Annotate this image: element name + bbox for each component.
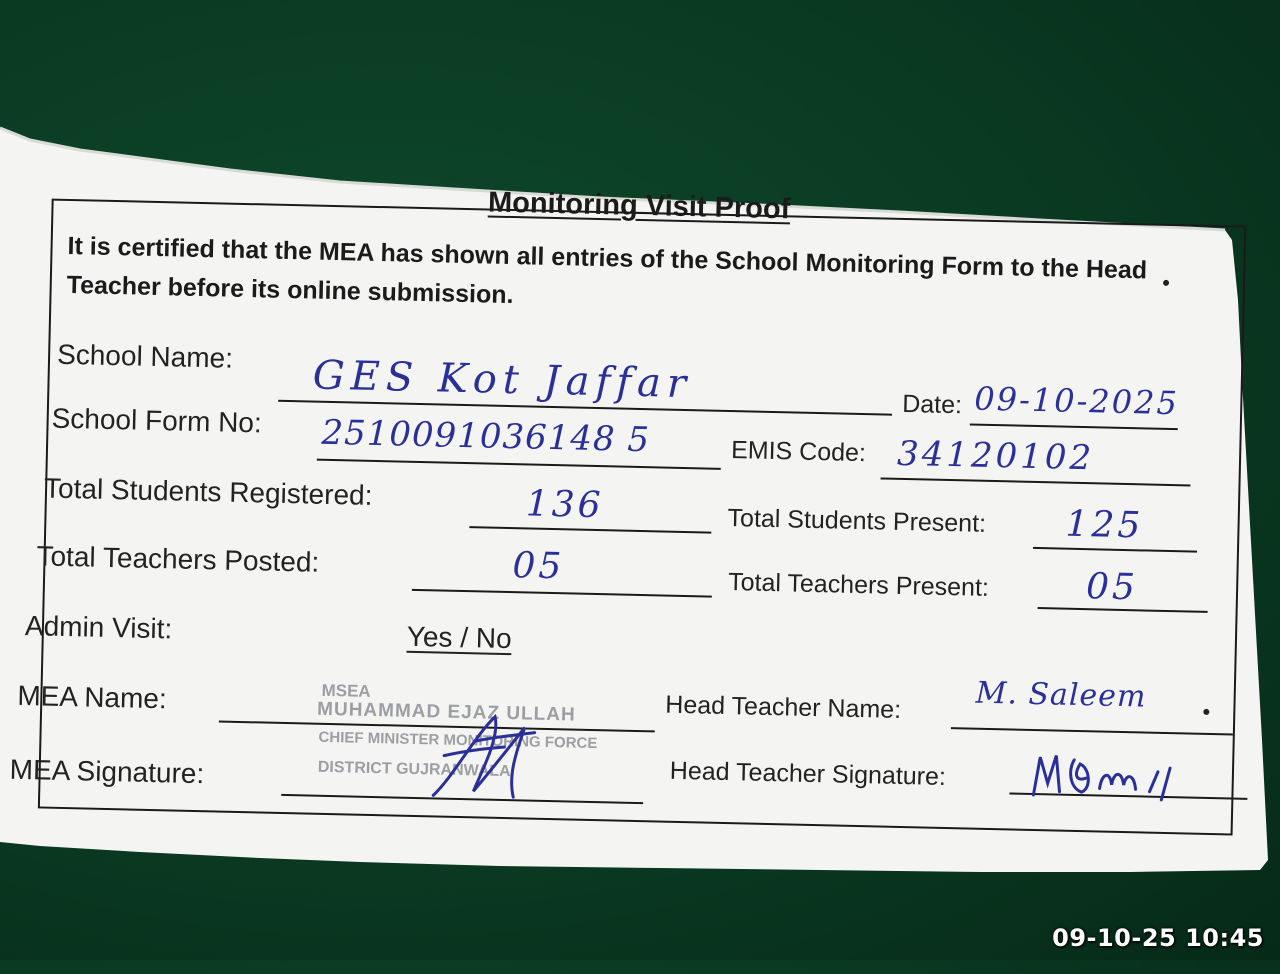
mea-signature-label: MEA Signature: — [9, 753, 205, 790]
head-teacher-name-value: M. Saleem — [975, 675, 1147, 715]
students-registered-label: Total Students Registered: — [43, 472, 373, 511]
school-name-label: School Name: — [56, 338, 234, 374]
mea-signature — [413, 695, 566, 818]
students-present-value: 125 — [1065, 503, 1144, 547]
school-name-value: GES Kot Jaffar — [312, 352, 693, 408]
admin-visit-options: Yes / No — [406, 620, 512, 655]
stamp-line-2: MUHAMMAD EJAZ ULLAH — [316, 698, 576, 726]
certification-text: It is certified that the MEA has shown all entries of the School Monitoring Form to the Head Teacher before its online submission. — [66, 231, 1148, 310]
stamp-line-1: MSEA — [321, 680, 371, 701]
emis-code-value: 34120102 — [896, 433, 1095, 479]
head-teacher-name-label: Head Teacher Name: — [665, 690, 902, 724]
teachers-posted-value: 05 — [512, 545, 565, 588]
emis-code-label: EMIS Code: — [730, 436, 867, 468]
teachers-present-value: 05 — [1085, 566, 1139, 609]
photo-timestamp: 09-10-25 10:45 — [1052, 924, 1264, 952]
teachers-posted-label: Total Teachers Posted: — [36, 540, 320, 578]
students-present-label: Total Students Present: — [727, 503, 987, 538]
stamp-line-4: DISTRICT GUJRANWALA — [317, 758, 511, 781]
head-teacher-signature — [1029, 747, 1200, 811]
teachers-present-label: Total Teachers Present: — [727, 568, 990, 602]
head-teacher-signature-label: Head Teacher Signature: — [669, 756, 947, 792]
students-registered-value: 136 — [525, 483, 605, 527]
form-title: Monitoring Visit Proof — [487, 186, 791, 226]
admin-visit-label: Admin Visit: — [24, 610, 173, 645]
school-form-no-value: 2510091036148 5 — [320, 412, 651, 461]
date-label: Date: — [901, 389, 963, 420]
date-value: 09-10-2025 — [973, 379, 1180, 423]
mea-name-label: MEA Name: — [17, 679, 168, 715]
stamp-line-3: CHIEF MINISTER MONITORING FORCE — [318, 728, 598, 753]
school-form-no-label: School Form No: — [51, 402, 263, 439]
